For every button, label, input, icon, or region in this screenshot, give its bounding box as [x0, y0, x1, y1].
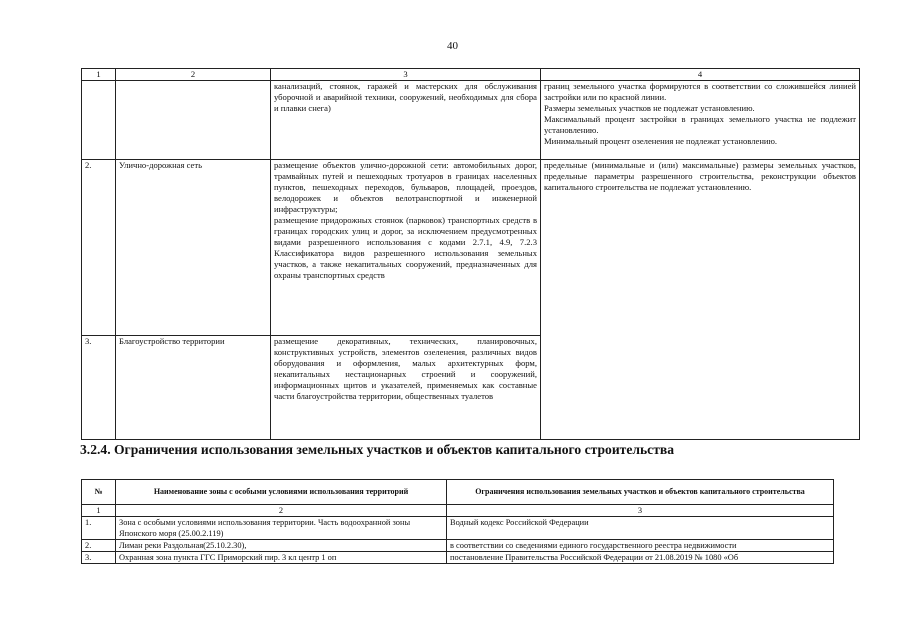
page-number: 40	[447, 40, 458, 52]
row-description	[271, 160, 541, 336]
table-row	[82, 517, 834, 540]
col-number-3: 3	[447, 505, 834, 517]
row-description	[271, 81, 541, 160]
description-paragraph: размещение объектов улично-дорожной сети: автомобильных дорог, трамвайных путей и пешеходных тротуаров в границах населенных пунктов, пешеходных переходов, бульваров, площадей, проездов, велодорожек и объектов велотранспортной и инженерной инфраструктуры;	[274, 160, 537, 214]
row-name	[116, 81, 271, 160]
col-number-1: 1	[82, 505, 116, 517]
row-number: 2.	[82, 540, 116, 552]
table-header-row	[82, 69, 860, 81]
row-parameters	[541, 81, 860, 160]
restrictions-table	[81, 479, 834, 564]
description-paragraph: размещение декоративных, технических, планировочных, конструктивных устройств, элементов озеленения, различных видов оборудования и оформления, малых архитектурных форм, некапитальных нестационарных строений и сооружений, информационных щитов и указателей, применяемых как составные части благоустройства территории, общественных туалетов	[274, 336, 537, 401]
table-row	[82, 160, 860, 336]
header-number: №	[82, 480, 116, 505]
row-name: Улично-дорожная сеть	[116, 160, 271, 336]
parameters-paragraph: предельные (минимальные и (или) максимальные) размеры земельных участков, предельные параметры разрешенного строительства, реконструкции объектов капитального строительства не подлежат установлению.	[544, 160, 856, 192]
row-number: 2.	[82, 160, 116, 336]
col-number-2: 2	[116, 505, 447, 517]
section-heading: 3.2.4. Ограничения использования земельных участков и объектов капитального строительства	[80, 442, 675, 457]
parameters-paragraph: Максимальный процент застройки в границах земельного участка не подлежит установлению.	[544, 114, 856, 135]
land-use-table	[81, 68, 860, 440]
description-paragraph: размещение придорожных стоянок (парковок) транспортных средств в границах городских улиц и дорог, за исключением предусмотренных видами разрешенного использования с кодами 2.7.1, 4.9, 7.2.3 Классификатора видов разрешенного использования земельных участков, а также некапитальных сооружений, предназначенных для охраны транспортных средств	[274, 215, 537, 280]
column-numbers-row	[82, 505, 834, 517]
description-paragraph: канализаций, стоянок, гаражей и мастерских для обслуживания уборочной и аварийной техники, сооружений, необходимых для сбора и плавки снега)	[274, 81, 537, 113]
col-number-2: 2	[116, 69, 271, 81]
parameters-paragraph: границ земельного участка формируются в соответствии со сложившейся линией застройки или по красной линии.	[544, 81, 856, 102]
row-number: 3.	[82, 552, 116, 564]
table-row	[82, 81, 860, 160]
row-zone: Охранная зона пункта ГГС Приморский пир. 3 кл центр 1 оп	[116, 552, 447, 564]
parameters-paragraph: Размеры земельных участков не подлежат установлению.	[544, 103, 755, 113]
table-row	[82, 552, 834, 564]
row-restriction: в соответствии со сведениями единого государственного реестра недвижимости	[447, 540, 834, 552]
row-restriction: постановление Правительства Российской Федерации от 21.08.2019 № 1080 «Об	[447, 552, 834, 564]
header-restrictions: Ограничения использования земельных участков и объектов капитального строительства	[447, 480, 834, 505]
row-zone: Зона с особыми условиями использования территории. Часть водоохранной зоны Японского моря (25.00.2.119)	[116, 517, 447, 540]
header-zone-name: Наименование зоны с особыми условиями использования территорий	[116, 480, 447, 505]
table-header-row	[82, 480, 834, 505]
row-number	[82, 81, 116, 160]
col-number-3: 3	[271, 69, 541, 81]
row-parameters	[541, 160, 860, 440]
col-number-1: 1	[82, 69, 116, 81]
parameters-paragraph: Минимальный процент озеленения не подлежат установлению.	[544, 136, 778, 146]
row-description	[271, 336, 541, 440]
row-number: 1.	[82, 517, 116, 540]
col-number-4: 4	[541, 69, 860, 81]
row-name: Благоустройство территории	[116, 336, 271, 440]
row-restriction: Водный кодекс Российской Федерации	[447, 517, 834, 540]
table-row	[82, 540, 834, 552]
row-number: 3.	[82, 336, 116, 440]
row-zone: Лиман реки Раздольная(25.10.2.30),	[116, 540, 447, 552]
